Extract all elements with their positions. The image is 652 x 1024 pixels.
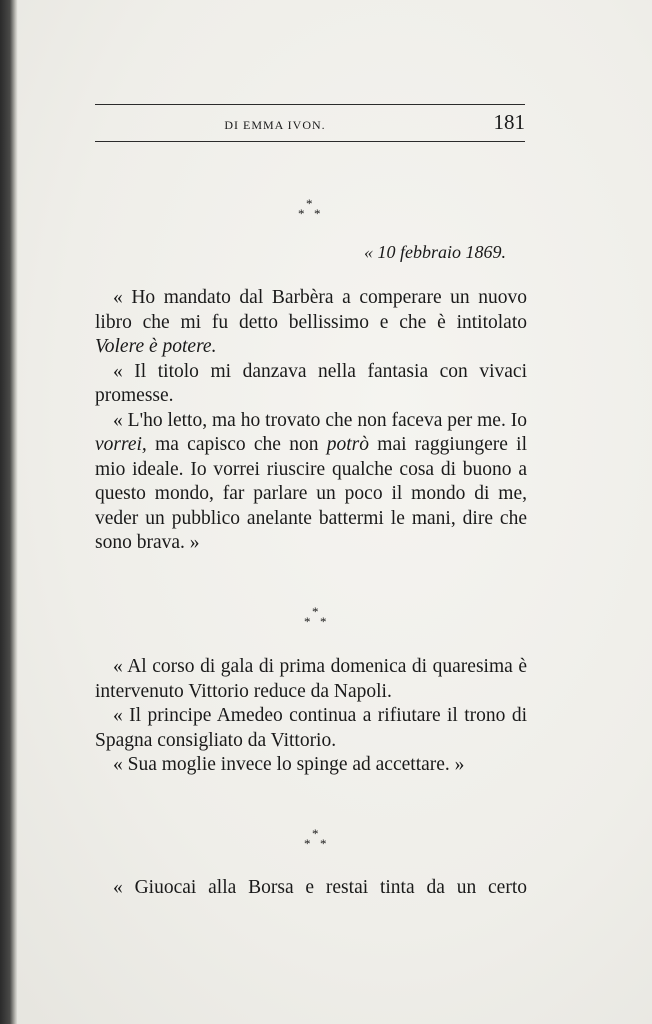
running-head: DI EMMA IVON. xyxy=(224,118,326,132)
entry-dateline: « 10 febbraio 1869. xyxy=(364,242,506,262)
paragraph: « Al corso di gala di prima domenica di quaresima è intervenuto Vittorio reduce da Napoli. xyxy=(95,656,527,702)
paragraph: « Il principe Amedeo continua a rifiutare il trono di Spagna consigliato da Vittorio. xyxy=(95,705,527,751)
paragraph: « Sua moglie invece lo spinge ad accettare. » xyxy=(113,754,465,775)
paragraph-text: « Ho mandato dal Barbèra a comperare un nuovo libro che mi fu detto bellissimo e che è intitolato xyxy=(95,287,527,333)
entry-section-3 xyxy=(95,876,527,901)
paragraph-text: mai raggiungere il mio ideale. Io vorrei riuscire qualche cosa di buono a questo mondo, far parlare un poco il mondo di me, veder un pubblico anelante battermi le mani, dire che sono brava. » xyxy=(95,434,528,553)
asterism-star: * xyxy=(304,836,311,851)
asterism-star: * xyxy=(306,196,313,211)
asterism-star: * xyxy=(312,826,319,841)
page-number: 181 xyxy=(493,110,525,134)
asterism-star: * xyxy=(320,836,327,851)
paragraph xyxy=(95,286,527,360)
asterism-2 xyxy=(296,604,336,632)
page-header xyxy=(95,108,525,138)
paragraph xyxy=(95,409,527,556)
asterism-star: * xyxy=(304,614,311,629)
paragraph-text: « L'ho letto, ma ho trovato che non faceva per me. Io xyxy=(113,409,527,431)
entry-section-2 xyxy=(95,655,527,778)
italic-word: potrò xyxy=(326,434,370,455)
asterism-star: * xyxy=(320,614,327,629)
paragraph: « Giuocai alla Borsa e restai tinta da un certo xyxy=(113,877,527,898)
italic-word: vorrei, xyxy=(95,434,147,455)
header-top-rule xyxy=(95,104,525,105)
entry-section-1 xyxy=(95,286,527,556)
asterism-3 xyxy=(296,826,336,854)
paragraph-text: ma capisco che non xyxy=(146,434,327,455)
book-binding-shadow xyxy=(0,0,18,1024)
book-title-italic: Volere è potere. xyxy=(95,336,217,357)
asterism-star: * xyxy=(314,206,321,221)
asterism-star: * xyxy=(312,604,319,619)
paragraph: « Il titolo mi danzava nella fantasia con vivaci promesse. xyxy=(95,360,527,406)
asterism-1 xyxy=(290,196,330,224)
header-bottom-rule xyxy=(95,141,525,142)
asterism-star: * xyxy=(298,206,305,221)
